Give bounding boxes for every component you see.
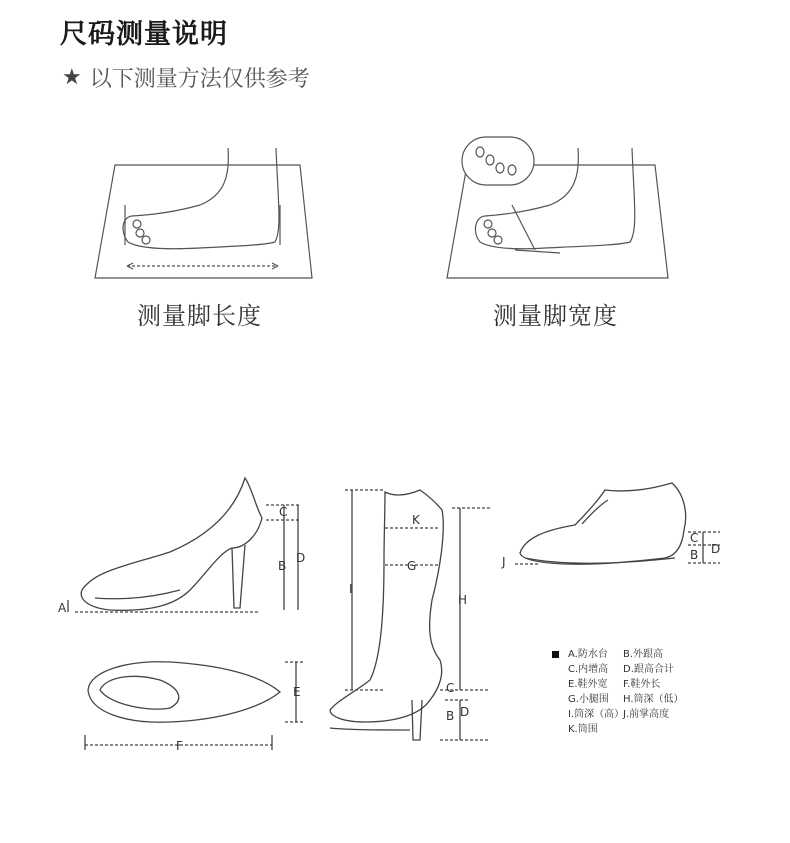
caption-foot-width: 测量脚宽度 [493, 302, 618, 330]
label-D-boot: D [460, 705, 470, 719]
label-D: D [296, 551, 306, 565]
label-J: J [502, 555, 506, 569]
label-B-boot: B [446, 709, 455, 723]
star-icon: ★ [62, 65, 82, 90]
label-F: F [176, 739, 183, 753]
label-C-boot: C [446, 681, 455, 695]
legend-row: C.内增高 D.跟高合计 [568, 664, 674, 675]
label-K: K [412, 513, 420, 527]
legend-row: A.防水台 B.外跟高 [552, 647, 684, 662]
label-I: I [349, 582, 353, 596]
slip-on-outline [520, 483, 686, 564]
label-B: B [278, 559, 287, 573]
label-C-slipon: C [690, 531, 699, 545]
label-H: H [458, 593, 468, 607]
label-B-slipon: B [690, 548, 699, 562]
label-G: G [407, 559, 417, 573]
legend-row: I.筒深（高） J.前掌高度 [568, 709, 670, 720]
label-E: E [293, 685, 301, 699]
measurement-legend [552, 647, 684, 737]
label-C: C [279, 505, 288, 519]
bullet-icon [552, 651, 559, 658]
legend-row: E.鞋外宽 F.鞋外长 [568, 679, 661, 690]
legend-row: K.筒围 [568, 724, 598, 735]
label-A: A [58, 601, 67, 615]
caption-foot-length: 测量脚长度 [137, 302, 262, 330]
label-D-slipon: D [711, 542, 721, 556]
legend-row: G.小腿围 H.筒深（低） [568, 694, 684, 705]
subtitle-text: 以下测量方法仅供参考 [89, 67, 310, 92]
page-title: 尺码测量说明 [60, 19, 228, 50]
